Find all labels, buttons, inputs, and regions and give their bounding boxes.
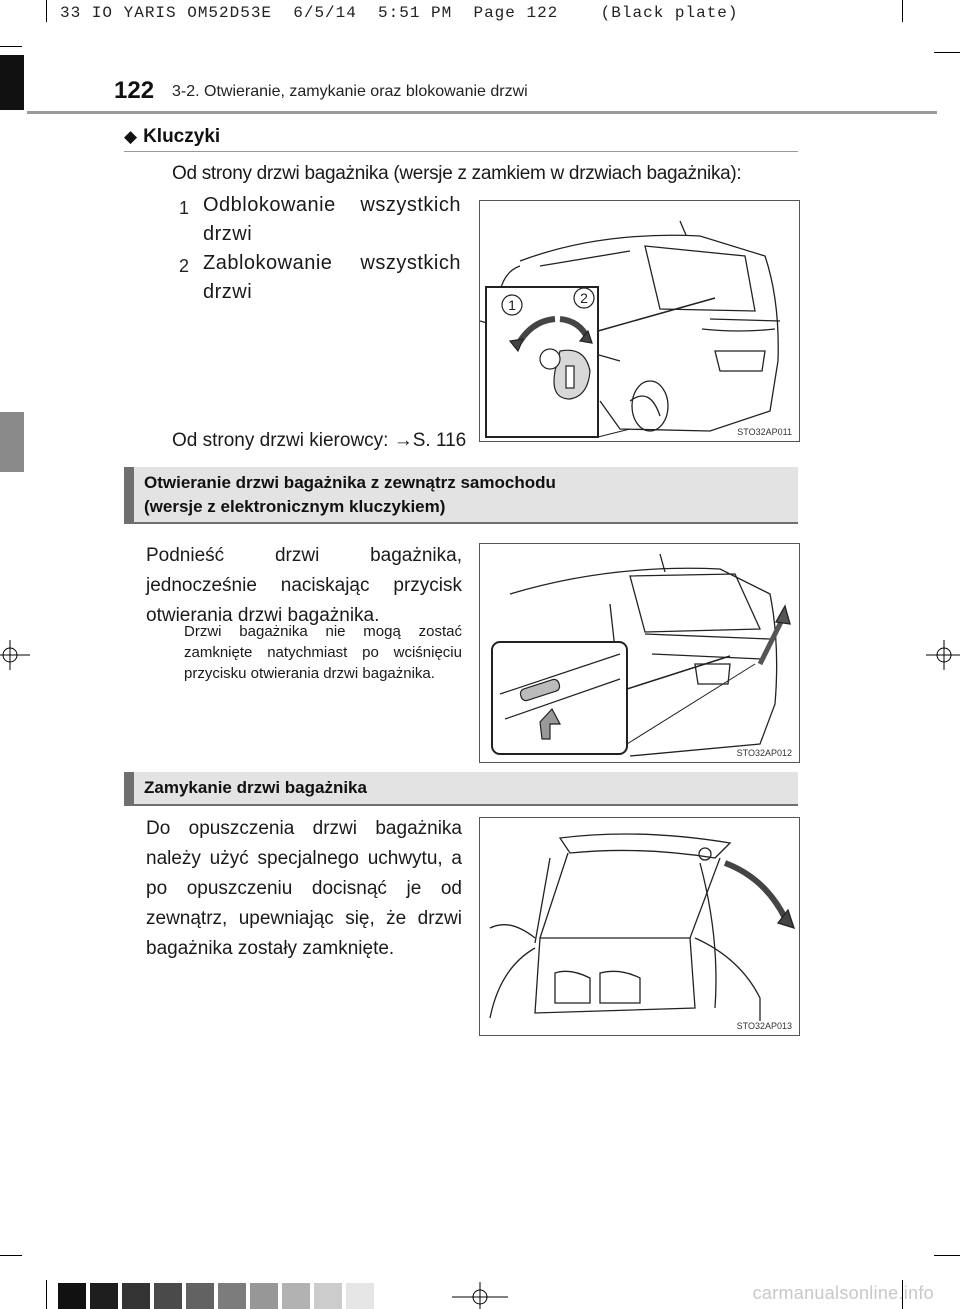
- registration-mark: [926, 635, 960, 675]
- color-calibration-bar: [58, 1283, 378, 1309]
- item-number-2: 2: [178, 256, 189, 276]
- plate-header: 33 IO YARIS OM52D53E 6/5/14 5:51 PM Page 122 (Black plate): [60, 4, 739, 22]
- figure-code: STO32AP012: [736, 748, 792, 758]
- keys-intro: Od strony drzwi bagażnika (wersje z zamkiem w drzwiach bagażnika):: [172, 163, 742, 184]
- figure-close-tailgate: [479, 817, 800, 1036]
- open-body-text: Podnieść drzwi bagażnika, jednocześnie naciskając przycisk otwierania drzwi bagażnika.: [146, 545, 462, 626]
- close-body-text: Do opuszczenia drzwi bagażnika należy użyć specjalnego uchwytu, a po opuszczeniu docisnąć je od zewnątrz, upewniając się, że drzwi bagażnika zostały zamknięte.: [146, 818, 462, 959]
- driver-door-reference: Od strony drzwi kierowcy: →S. 116: [172, 430, 467, 451]
- crop-mark: [934, 1255, 960, 1256]
- section-heading-open: [124, 467, 798, 522]
- watermark: carmanualsonline.info: [752, 1283, 934, 1303]
- callout-marker-1: [502, 295, 522, 315]
- crop-mark: [46, 1280, 47, 1309]
- crop-mark: [46, 0, 47, 22]
- subsection-heading: [124, 126, 220, 148]
- crop-mark: [902, 0, 903, 22]
- callout-marker-1-label: 1: [508, 297, 516, 313]
- subsection-heading-text: Kluczyki: [143, 126, 221, 147]
- item-text-2: Zablokowanie wszystkich drzwi: [203, 252, 461, 303]
- subsection-rule: [124, 151, 798, 152]
- callout-marker-2-label: 2: [580, 290, 588, 306]
- section-heading-open-line1: Otwieranie drzwi bagażnika z zewnątrz samochodu: [144, 473, 556, 492]
- section-heading-open-line2: (wersje z elektronicznym kluczykiem): [144, 497, 446, 516]
- diamond-bullet-icon: ◆: [124, 127, 138, 146]
- figure-key-rear-lock: [479, 200, 800, 442]
- figure-code: STO32AP011: [737, 427, 792, 437]
- tailgate-open-illustration: [480, 544, 800, 763]
- registration-mark: [452, 1282, 508, 1309]
- open-note-text: Drzwi bagażnika nie mogą zostać zamknięte natychmiast po wciśnięciu przycisku otwierania drzwi bagażnika.: [184, 623, 462, 682]
- tailgate-close-illustration: [480, 818, 800, 1036]
- item-number-1: 1: [178, 198, 189, 218]
- registration-mark: [0, 635, 30, 675]
- chapter-title: 3-2. Otwieranie, zamykanie oraz blokowanie drzwi: [172, 83, 528, 100]
- header-rule: [27, 111, 937, 114]
- chapter-tab-black: [0, 55, 24, 110]
- crop-mark: [934, 52, 960, 53]
- callout-marker-2: [574, 288, 594, 308]
- crop-mark: [0, 46, 22, 47]
- item-text-1: Odblokowanie wszystkich drzwi: [203, 194, 461, 245]
- chapter-tab-gray: [0, 412, 24, 472]
- figure-open-tailgate: [479, 543, 800, 763]
- figure-code: STO32AP013: [736, 1021, 792, 1031]
- section-heading-close-text: Zamykanie drzwi bagażnika: [144, 778, 367, 797]
- car-rear-key-illustration: [480, 201, 800, 442]
- crop-mark: [0, 1255, 22, 1256]
- section-heading-close: [124, 772, 798, 804]
- page-number: 122: [114, 77, 155, 104]
